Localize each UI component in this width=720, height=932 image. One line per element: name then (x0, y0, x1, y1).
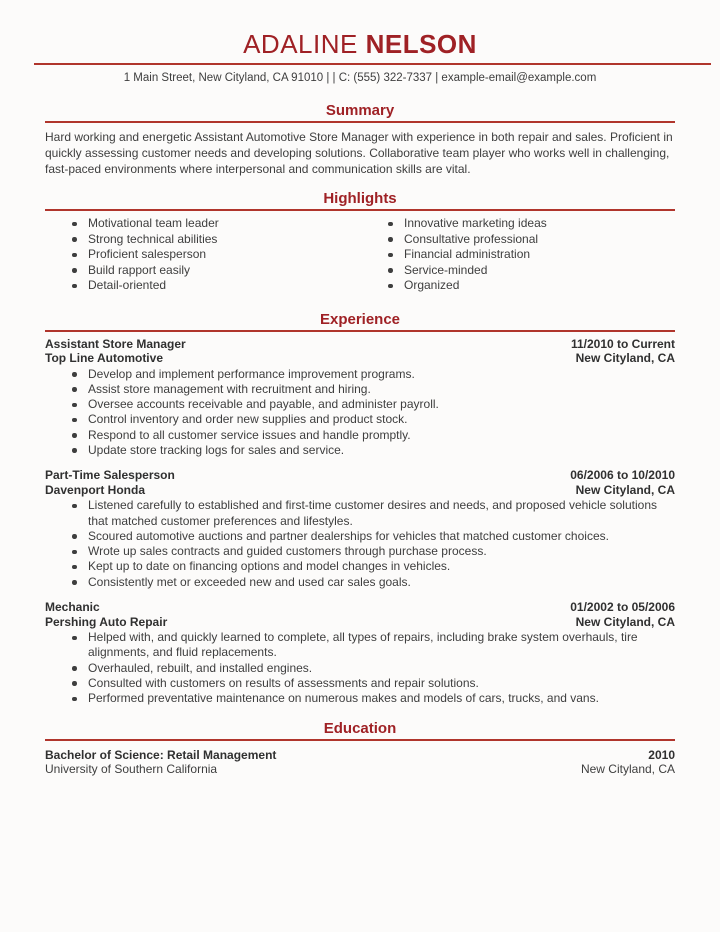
highlights-title: Highlights (323, 190, 397, 207)
job-bullet: Helped with, and quickly learned to complete, all types of repairs, including brake system overhauls, tire alignments, and fluid replacements. (72, 630, 675, 661)
summary-text: Hard working and energetic Assistant Automotive Store Manager with experience in both repair and sales. Proficient in quickly assessing customer needs and developing solutions. Collaborative team player who works well in challenging, fast-paced environments where interpersonal and communication skills are vital. (45, 130, 673, 176)
bullet-icon (72, 550, 77, 555)
education-divider (45, 739, 675, 741)
highlight-text: Strong technical abilities (88, 231, 218, 246)
bullet-icon (72, 237, 77, 242)
job-bullet: Scoured automotive auctions and partner dealerships for vehicles that matched customer choices. (72, 529, 675, 544)
candidate-last-name: NELSON (365, 29, 477, 59)
education-title: Education (323, 719, 397, 737)
candidate-name (0, 31, 720, 57)
job-bullet: Performed preventative maintenance on numerous makes and models of cars, trucks, and vans. (72, 691, 675, 706)
bullet-icon (72, 666, 77, 671)
highlight-item (72, 247, 360, 263)
job-bullet: Develop and implement performance improvement programs. (72, 367, 675, 382)
highlight-item (388, 216, 675, 232)
job-employer: Top Line Automotive (45, 351, 163, 365)
highlights-divider (45, 209, 675, 211)
highlight-item (72, 278, 360, 294)
bullet-icon (72, 418, 77, 423)
candidate-first-name: ADALINE (243, 29, 358, 59)
job-bullet: Listened carefully to established and first-time customer desires and needs, and proposed vehicle solutions that matched customer preferences and lifestyles. (72, 498, 675, 529)
section-summary (45, 102, 675, 177)
highlight-item (72, 216, 360, 232)
section-experience (45, 311, 675, 707)
job-bullet: Update store tracking logs for sales and service. (72, 443, 675, 458)
job-bullet: Consulted with customers on results of assessments and repair solutions. (72, 676, 675, 691)
highlight-text: Service-minded (404, 262, 488, 277)
job-bullet: Overhauled, rebuilt, and installed engines. (72, 661, 675, 676)
bullet-icon (72, 504, 77, 509)
highlights-columns (45, 216, 675, 294)
contact-line: 1 Main Street, New Cityland, CA 91010 | | C: (555) 322-7337 | example-email@example.com (123, 72, 597, 84)
highlights-column-right (360, 216, 675, 294)
job-title: Mechanic (45, 600, 100, 615)
job-employer: Pershing Auto Repair (45, 614, 168, 629)
section-highlights (45, 190, 675, 294)
highlights-column-left (45, 216, 360, 294)
bullet-icon (72, 697, 77, 702)
header-divider (34, 63, 711, 65)
job-bullet: Consistently met or exceeded new and used car sales goals. (72, 575, 675, 590)
job-title: Part-Time Salesperson (45, 468, 175, 483)
bullet-icon (72, 403, 77, 408)
summary-divider (45, 121, 675, 123)
highlight-text: Detail-oriented (88, 278, 167, 292)
summary-title: Summary (325, 102, 395, 119)
bullet-icon (72, 268, 77, 273)
job-dates: 01/2002 to 05/2006 (570, 600, 675, 615)
highlight-text: Motivational team leader (88, 216, 219, 230)
job-location: New Cityland, CA (575, 482, 675, 497)
bullet-icon (72, 448, 77, 453)
school-name: University of Southern California (45, 762, 218, 777)
bullet-icon (388, 284, 393, 289)
job-bullet: Kept up to date on financing options and model changes in vehicles. (72, 559, 675, 574)
highlight-text: Consultative professional (404, 231, 539, 246)
bullet-icon (72, 565, 77, 570)
highlight-item (388, 278, 675, 294)
bullet-icon (388, 268, 393, 273)
highlight-item (72, 232, 360, 248)
job-location: New Cityland, CA (575, 351, 675, 365)
highlight-item (388, 232, 675, 248)
job-dates: 06/2006 to 10/2010 (570, 468, 675, 483)
bullet-icon (72, 636, 77, 641)
job-title: Assistant Store Manager (45, 336, 186, 351)
bullet-icon (72, 387, 77, 392)
graduation-year: 2010 (648, 747, 675, 762)
bullet-icon (388, 237, 393, 242)
highlight-text: Innovative marketing ideas (404, 216, 547, 230)
bullet-icon (72, 284, 77, 289)
experience-title: Experience (319, 310, 401, 328)
job-bullet: Respond to all customer service issues and handle promptly. (72, 428, 675, 443)
job-bullet: Wrote up sales contracts and guided customers through purchase process. (72, 544, 675, 559)
bullet-icon (72, 433, 77, 438)
highlight-text: Build rapport easily (88, 262, 191, 277)
job-dates: 11/2010 to Current (570, 336, 675, 351)
bullet-icon (72, 534, 77, 539)
experience-divider (45, 330, 675, 332)
bullet-icon (72, 372, 77, 377)
section-education (45, 720, 675, 777)
highlight-text: Financial administration (404, 247, 531, 261)
job-entry (45, 337, 675, 459)
school-location: New Cityland, CA (580, 762, 675, 777)
bullet-icon (388, 222, 393, 227)
bullet-icon (388, 253, 393, 258)
job-location: New Cityland, CA (575, 614, 675, 629)
job-bullet: Oversee accounts receivable and payable, and administer payroll. (72, 397, 675, 412)
job-entry (45, 600, 675, 706)
bullet-icon (72, 222, 77, 227)
job-bullet: Control inventory and order new supplies and product stock. (72, 412, 675, 427)
bullet-icon (72, 580, 77, 585)
highlight-item (388, 263, 675, 279)
job-employer: Davenport Honda (45, 482, 146, 497)
highlight-text: Proficient salesperson (88, 247, 207, 261)
job-bullet: Assist store management with recruitment and hiring. (72, 382, 675, 397)
highlight-item (388, 247, 675, 263)
degree-name: Bachelor of Science: Retail Management (45, 747, 277, 762)
highlight-text: Organized (404, 278, 460, 292)
bullet-icon (72, 253, 77, 258)
bullet-icon (72, 681, 77, 686)
job-entry (45, 468, 675, 590)
highlight-item (72, 263, 360, 279)
